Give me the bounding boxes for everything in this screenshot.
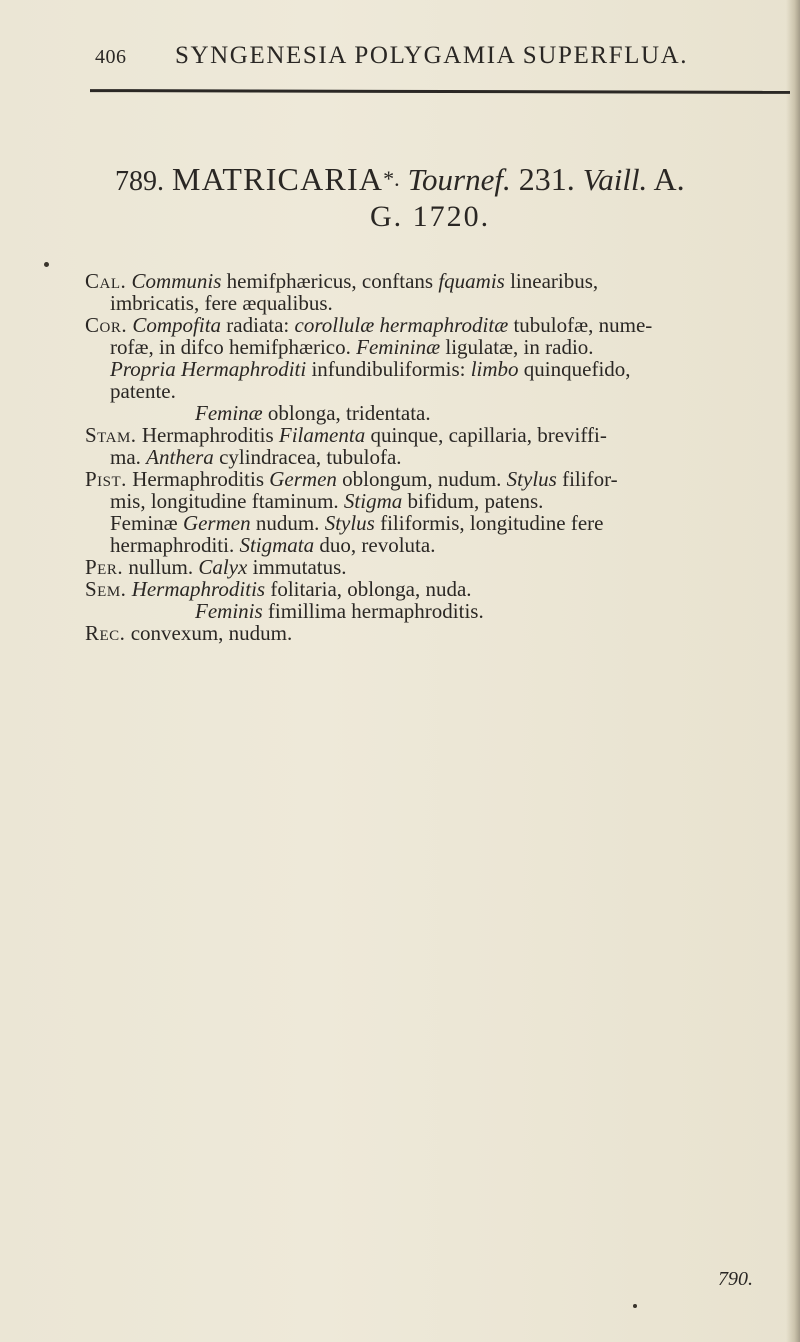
text-run: hermaphroditi. <box>110 533 240 557</box>
section-label: Pist. <box>85 467 127 491</box>
text-line <box>85 424 785 446</box>
header-rule <box>90 89 790 94</box>
page-number: 406 <box>95 46 127 68</box>
reference-vaillant-rest: A. <box>653 161 685 197</box>
reference-author-tournefort: Tournef. <box>407 162 511 197</box>
italic-term: Feminis <box>195 599 263 623</box>
text-run: infundibuliformis: <box>306 357 471 381</box>
text-line <box>85 534 785 556</box>
text-line <box>85 468 785 490</box>
text-run: fimillima hermaphroditis. <box>262 599 484 623</box>
text-run: quinque, capillaria, breviffi- <box>365 423 607 447</box>
italic-term: Germen <box>269 467 337 491</box>
italic-term: Germen <box>182 511 251 535</box>
text-line <box>85 600 785 622</box>
italic-term: Filamenta <box>278 423 366 447</box>
text-line <box>85 490 785 512</box>
genus-heading-line2: G. 1720. <box>370 200 491 233</box>
text-run: quinquefido, <box>518 357 631 381</box>
text-line <box>85 358 785 380</box>
text-line <box>85 556 785 578</box>
text-run: hemifphæricus, conftans <box>221 269 439 293</box>
italic-term: Communis <box>131 269 222 293</box>
text-line <box>85 578 785 600</box>
text-run: radiata: <box>221 313 295 337</box>
text-line <box>85 270 785 292</box>
text-run: folitaria, oblonga, nuda. <box>265 577 472 601</box>
italic-term: Stylus <box>324 511 375 535</box>
text-run: convexum, nudum. <box>125 621 293 645</box>
text-run: tubulofæ, nume- <box>508 313 653 337</box>
text-run: filifor- <box>556 467 618 491</box>
catchword: 790. <box>718 1268 753 1290</box>
text-run: bifidum, patens. <box>402 489 544 513</box>
italic-term: Propria Hermaphroditi <box>110 357 307 381</box>
italic-term: Calyx <box>198 555 248 579</box>
italic-term: Stigma <box>343 489 403 513</box>
text-run: nullum. <box>123 555 199 579</box>
italic-term: fquamis <box>438 269 505 293</box>
text-run: cylindracea, tubulofa. <box>213 445 402 469</box>
running-head-title: SYNGENESIA POLYGAMIA SUPERFLUA. <box>175 42 689 69</box>
italic-term: Feminæ <box>195 401 263 425</box>
asterisk-mark: *. <box>383 166 400 191</box>
section-label: Cal. <box>85 269 127 293</box>
italic-term: Hermaphroditis <box>131 577 266 601</box>
text-run: rofæ, in difco hemifphærico. <box>110 335 357 359</box>
text-run: Feminæ <box>110 511 183 535</box>
italic-term: Compofita <box>132 313 222 337</box>
text-line <box>85 380 785 402</box>
text-run: nudum. <box>250 511 325 535</box>
section-label: Sem. <box>85 577 127 601</box>
running-head <box>95 40 735 80</box>
text-line <box>85 512 785 534</box>
ink-spot <box>633 1304 637 1308</box>
ink-spot <box>44 262 49 267</box>
section-label: Per. <box>85 555 124 579</box>
text-line <box>85 314 785 336</box>
text-run: Hermaphroditis <box>136 423 279 447</box>
text-run: patente. <box>110 379 176 403</box>
genus-number: 789. <box>115 166 164 197</box>
reference-number-tournefort: 231. <box>518 161 575 197</box>
text-line <box>85 402 785 424</box>
section-label: Cor. <box>85 313 128 337</box>
text-run: imbricatis, fere æqualibus. <box>110 291 333 315</box>
italic-term: Stylus <box>506 467 557 491</box>
text-run: Hermaphroditis <box>126 467 270 491</box>
italic-term: limbo <box>470 357 519 381</box>
text-line <box>85 336 785 358</box>
text-run: mis, longitudine ftaminum. <box>110 489 344 513</box>
text-run: ligulatæ, in radio. <box>440 335 594 359</box>
section-label: Rec. <box>85 621 126 645</box>
italic-term: Femininæ <box>356 335 441 359</box>
text-run: immutatus. <box>247 555 347 579</box>
text-line <box>85 292 785 314</box>
text-run: ma. <box>110 445 147 469</box>
section-label: Stam. <box>85 423 137 447</box>
text-run: oblongum, nudum. <box>336 467 507 491</box>
italic-term: Stigmata <box>239 533 315 557</box>
text-run: duo, revoluta. <box>314 533 436 557</box>
text-line <box>85 446 785 468</box>
italic-term: Anthera <box>146 445 214 469</box>
text-run: oblonga, tridentata. <box>262 401 431 425</box>
text-line <box>85 622 785 644</box>
genus-description <box>85 270 785 644</box>
reference-author-vaillant: Vaill. <box>582 162 648 197</box>
italic-term: corollulæ hermaphroditæ <box>294 313 509 337</box>
text-run: linearibus, <box>504 269 599 293</box>
text-run: filiformis, longitudine fere <box>374 511 604 535</box>
genus-name: MATRICARIA <box>172 161 384 197</box>
genus-heading <box>115 158 795 203</box>
